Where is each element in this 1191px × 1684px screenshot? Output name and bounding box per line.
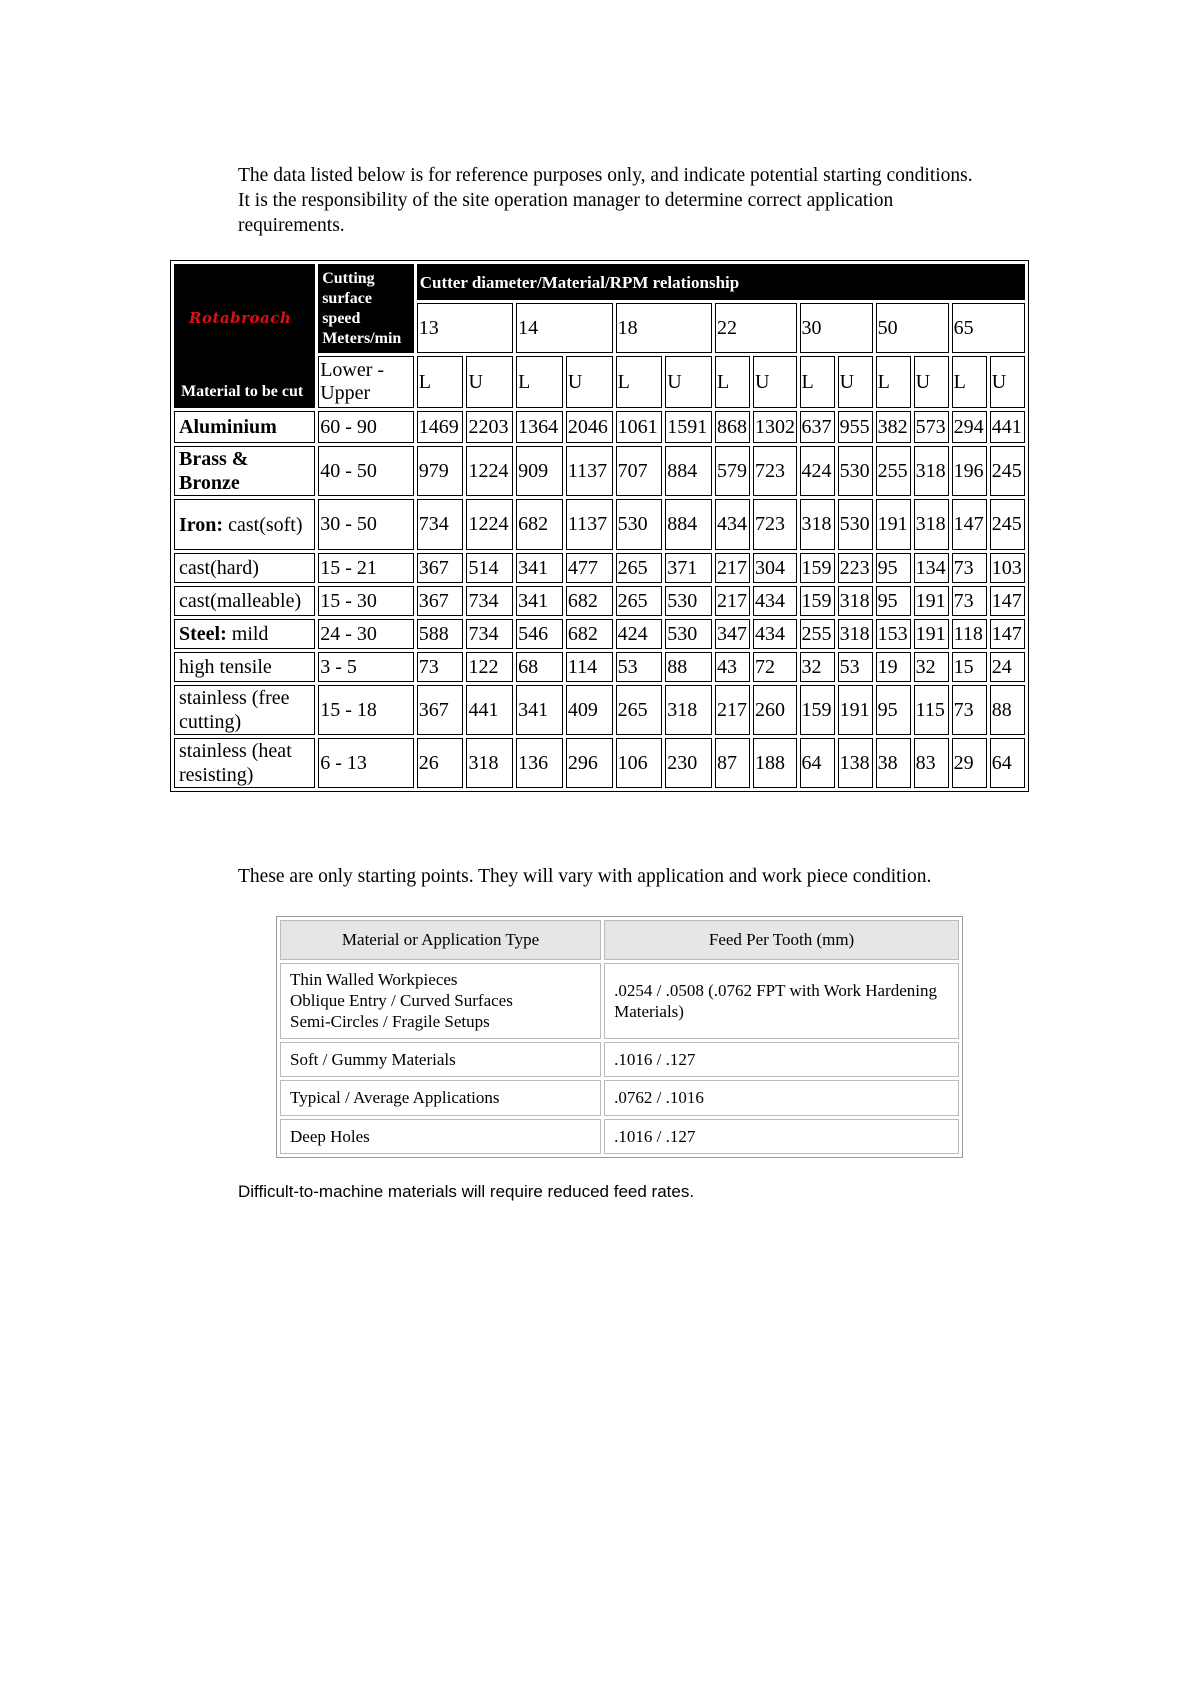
rpm-cell: 24: [990, 652, 1025, 682]
rpm-cell: 255: [800, 619, 835, 649]
rpm-cell: 106: [616, 738, 663, 788]
intro-paragraph: The data listed below is for reference purposes only, and indicate potential starting conditions. It is the responsibility of the site operation manager to determine correct application requirements.: [238, 165, 973, 236]
rpm-cell: 884: [665, 446, 712, 496]
material-name: mild: [231, 623, 269, 645]
rpm-cell: 223: [838, 553, 873, 583]
rpm-cell: 134: [914, 553, 949, 583]
table-row: [174, 685, 1025, 735]
rpm-cell: 191: [914, 586, 949, 616]
material-cell: [174, 652, 315, 682]
lower-rpm-header: L: [417, 356, 464, 408]
upper-rpm-header: U: [914, 356, 949, 408]
rpm-cell: 64: [800, 738, 835, 788]
rpm-cell: 341: [516, 586, 563, 616]
table-row: [174, 499, 1025, 550]
rpm-cell: 514: [466, 553, 513, 583]
feed-value-cell: .0254 / .0508 (.0762 FPT with Work Hardening Materials): [604, 963, 959, 1039]
speed-cell: 30 - 50: [318, 499, 414, 550]
rpm-cell: 88: [665, 652, 712, 682]
rpm-cell: 588: [417, 619, 464, 649]
lower-rpm-header: L: [715, 356, 750, 408]
rpm-cell: 32: [914, 652, 949, 682]
feed-table: [276, 916, 963, 1158]
rpm-cell: 707: [616, 446, 663, 496]
speed-cell: 24 - 30: [318, 619, 414, 649]
rpm-cell: 294: [952, 411, 987, 443]
rpm-cell: 2203: [466, 411, 513, 443]
rpm-cell: 230: [665, 738, 712, 788]
material-cell: [174, 411, 315, 443]
material-name: cast(malleable): [179, 590, 302, 612]
rpm-cell: 43: [715, 652, 750, 682]
cutter-diameter-50: 50: [876, 303, 949, 353]
rpm-cell: 53: [616, 652, 663, 682]
rpm-cell: 68: [516, 652, 563, 682]
upper-rpm-header: U: [753, 356, 797, 408]
rpm-cell: 245: [990, 499, 1025, 550]
speed-cell: 60 - 90: [318, 411, 414, 443]
rpm-cell: 159: [800, 685, 835, 735]
rpm-cell: 73: [952, 586, 987, 616]
rpm-cell: 304: [753, 553, 797, 583]
rpm-cell: 53: [838, 652, 873, 682]
rpm-cell: 1137: [566, 499, 613, 550]
rpm-cell: 434: [715, 499, 750, 550]
speed-cell: 15 - 30: [318, 586, 414, 616]
rpm-cell: 1224: [466, 499, 513, 550]
rpm-cell: 884: [665, 499, 712, 550]
rpm-cell: 979: [417, 446, 464, 496]
rpm-cell: 15: [952, 652, 987, 682]
speed-cell: 3 - 5: [318, 652, 414, 682]
table-row: [174, 652, 1025, 682]
rpm-cell: 217: [715, 553, 750, 583]
rpm-cell: 2046: [566, 411, 613, 443]
material-cell: [174, 499, 315, 550]
upper-rpm-header: U: [665, 356, 712, 408]
rpm-cell: 868: [715, 411, 750, 443]
feed-type-cell: Soft / Gummy Materials: [280, 1042, 601, 1077]
rpm-cell: 909: [516, 446, 563, 496]
lower-rpm-header: L: [952, 356, 987, 408]
material-name: cast(hard): [179, 557, 259, 579]
material-name: stainless (heat resisting): [179, 740, 292, 786]
rpm-cell: 118: [952, 619, 987, 649]
rpm-cell: 265: [616, 553, 663, 583]
speed-cell: 40 - 50: [318, 446, 414, 496]
table-row: [174, 553, 1025, 583]
rpm-cell: 217: [715, 586, 750, 616]
rpm-cell: 424: [800, 446, 835, 496]
rpm-cell: 38: [876, 738, 911, 788]
rpm-cell: 347: [715, 619, 750, 649]
rpm-cell: 73: [952, 553, 987, 583]
rpm-cell: 147: [990, 619, 1025, 649]
rpm-cell: 318: [838, 619, 873, 649]
cutter-diameter-65: 65: [952, 303, 1025, 353]
rpm-cell: 341: [516, 685, 563, 735]
rpm-cell: 530: [665, 586, 712, 616]
rpm-cell: 138: [838, 738, 873, 788]
rpm-cell: 73: [952, 685, 987, 735]
cutter-diameter-30: 30: [800, 303, 873, 353]
range-label: Lower - Upper: [318, 356, 414, 408]
rpm-cell: 318: [800, 499, 835, 550]
table-row: [174, 738, 1025, 788]
difficult-materials-note: Difficult-to-machine materials will require reduced feed rates.: [238, 1182, 695, 1201]
rpm-cell: 26: [417, 738, 464, 788]
upper-rpm-header: U: [838, 356, 873, 408]
rpm-cell: 682: [566, 619, 613, 649]
rpm-cell: 682: [516, 499, 563, 550]
rpm-cell: 955: [838, 411, 873, 443]
material-header: Material to be cut: [181, 383, 304, 400]
feed-type-cell: Deep Holes: [280, 1119, 601, 1154]
rpm-cell: 217: [715, 685, 750, 735]
feed-header-type: Material or Application Type: [280, 920, 601, 960]
table-row: [174, 411, 1025, 443]
rpm-cell: 424: [616, 619, 663, 649]
material-name: high tensile: [179, 656, 272, 678]
rpm-cell: 371: [665, 553, 712, 583]
rpm-cell: 723: [753, 499, 797, 550]
rpm-cell: 1137: [566, 446, 613, 496]
cutter-diameter-22: 22: [715, 303, 797, 353]
rpm-cell: 1469: [417, 411, 464, 443]
rpm-body: [174, 411, 1025, 788]
rpm-cell: 734: [417, 499, 464, 550]
feed-value-cell: .0762 / .1016: [604, 1080, 959, 1115]
rpm-cell: 255: [876, 446, 911, 496]
rpm-cell: 115: [914, 685, 949, 735]
rpm-cell: 147: [952, 499, 987, 550]
rpm-cell: 734: [466, 586, 513, 616]
feed-value-cell: .1016 / .127: [604, 1119, 959, 1154]
table-row: [174, 619, 1025, 649]
rpm-cell: 682: [566, 586, 613, 616]
rpm-cell: 188: [753, 738, 797, 788]
rpm-cell: 367: [417, 685, 464, 735]
rpm-cell: 64: [990, 738, 1025, 788]
upper-rpm-header: U: [990, 356, 1025, 408]
material-name: cast(soft): [228, 513, 303, 536]
rpm-cell: 1591: [665, 411, 712, 443]
rpm-cell: 1302: [753, 411, 797, 443]
rpm-cell: 1061: [616, 411, 663, 443]
rpm-cell: 1364: [516, 411, 563, 443]
rpm-cell: 136: [516, 738, 563, 788]
speed-cell: 6 - 13: [318, 738, 414, 788]
material-name: stainless (free cutting): [179, 687, 290, 733]
rpm-cell: 95: [876, 586, 911, 616]
rpm-cell: 382: [876, 411, 911, 443]
rpm-cell: 530: [616, 499, 663, 550]
rpm-cell: 296: [566, 738, 613, 788]
material-cell: [174, 586, 315, 616]
rpm-cell: 95: [876, 685, 911, 735]
rpm-cell: 72: [753, 652, 797, 682]
lower-rpm-header: L: [800, 356, 835, 408]
rpm-cell: 409: [566, 685, 613, 735]
cutter-diameter-14: 14: [516, 303, 612, 353]
rpm-cell: 191: [838, 685, 873, 735]
rpm-cell: 191: [876, 499, 911, 550]
rpm-cell: 318: [914, 499, 949, 550]
rpm-cell: 723: [753, 446, 797, 496]
feed-type-line: Oblique Entry / Curved Surfaces: [290, 991, 513, 1011]
rpm-cell: 32: [800, 652, 835, 682]
rpm-cell: 734: [466, 619, 513, 649]
material-group: Aluminium: [179, 416, 277, 438]
rpm-cell: 341: [516, 553, 563, 583]
rotabroach-logo: Rotabroach: [189, 309, 292, 327]
rpm-cell: 159: [800, 586, 835, 616]
rpm-cell: 19: [876, 652, 911, 682]
rpm-cell: 265: [616, 685, 663, 735]
feed-type-cell: [280, 963, 601, 1039]
rpm-cell: 441: [990, 411, 1025, 443]
feed-type-line: Semi-Circles / Fragile Setups: [290, 1012, 490, 1032]
cutter-diameter-13: 13: [417, 303, 513, 353]
rpm-cell: 318: [466, 738, 513, 788]
rpm-cell: 147: [990, 586, 1025, 616]
lower-rpm-header: L: [876, 356, 911, 408]
rpm-cell: 367: [417, 586, 464, 616]
material-cell: [174, 685, 315, 735]
rpm-cell: 318: [665, 685, 712, 735]
starting-points-note: These are only starting points. They will vary with application and work piece condition.: [238, 866, 932, 887]
rpm-cell: 88: [990, 685, 1025, 735]
feed-type-line: Thin Walled Workpieces: [290, 970, 458, 990]
rpm-cell: 434: [753, 586, 797, 616]
rpm-cell: 153: [876, 619, 911, 649]
rpm-cell: 122: [466, 652, 513, 682]
rpm-cell: 546: [516, 619, 563, 649]
rpm-cell: 441: [466, 685, 513, 735]
table-row: [174, 446, 1025, 496]
material-group: Steel:: [179, 623, 227, 645]
rpm-cell: 191: [914, 619, 949, 649]
rpm-cell: 83: [914, 738, 949, 788]
speed-cell: 15 - 18: [318, 685, 414, 735]
rpm-cell: 637: [800, 411, 835, 443]
material-cell: [174, 553, 315, 583]
rpm-cell: 196: [952, 446, 987, 496]
feed-type-cell: Typical / Average Applications: [280, 1080, 601, 1115]
rpm-cell: 477: [566, 553, 613, 583]
material-header-cell: [174, 264, 315, 408]
speed-cell: 15 - 21: [318, 553, 414, 583]
material-cell: [174, 446, 315, 496]
rpm-cell: 530: [838, 499, 873, 550]
material-cell: [174, 619, 315, 649]
rpm-cell: 579: [715, 446, 750, 496]
material-group: Iron:: [179, 513, 224, 536]
rpm-cell: 159: [800, 553, 835, 583]
rpm-cell: 114: [566, 652, 613, 682]
feed-value-cell: .1016 / .127: [604, 1042, 959, 1077]
feed-header-feed: Feed Per Tooth (mm): [604, 920, 959, 960]
upper-rpm-header: U: [566, 356, 613, 408]
rpm-cell: 573: [914, 411, 949, 443]
rpm-table: [170, 260, 1029, 792]
rpm-cell: 265: [616, 586, 663, 616]
rpm-cell: 245: [990, 446, 1025, 496]
rpm-cell: 434: [753, 619, 797, 649]
rpm-cell: 367: [417, 553, 464, 583]
rpm-cell: 95: [876, 553, 911, 583]
lower-rpm-header: L: [516, 356, 563, 408]
speed-header: Cutting surface speed Meters/min: [318, 264, 414, 353]
rpm-cell: 530: [838, 446, 873, 496]
rpm-cell: 103: [990, 553, 1025, 583]
lower-rpm-header: L: [616, 356, 663, 408]
rpm-cell: 318: [914, 446, 949, 496]
rpm-cell: 530: [665, 619, 712, 649]
upper-rpm-header: U: [466, 356, 513, 408]
cutter-diameter-18: 18: [616, 303, 712, 353]
table-row: [174, 586, 1025, 616]
rpm-cell: 87: [715, 738, 750, 788]
material-cell: [174, 738, 315, 788]
material-group: Brass & Bronze: [179, 448, 249, 494]
rpm-cell: 318: [838, 586, 873, 616]
rpm-cell: 29: [952, 738, 987, 788]
cutter-header: Cutter diameter/Material/RPM relationship: [417, 264, 1025, 300]
rpm-cell: 1224: [466, 446, 513, 496]
rpm-cell: 260: [753, 685, 797, 735]
rpm-cell: 73: [417, 652, 464, 682]
